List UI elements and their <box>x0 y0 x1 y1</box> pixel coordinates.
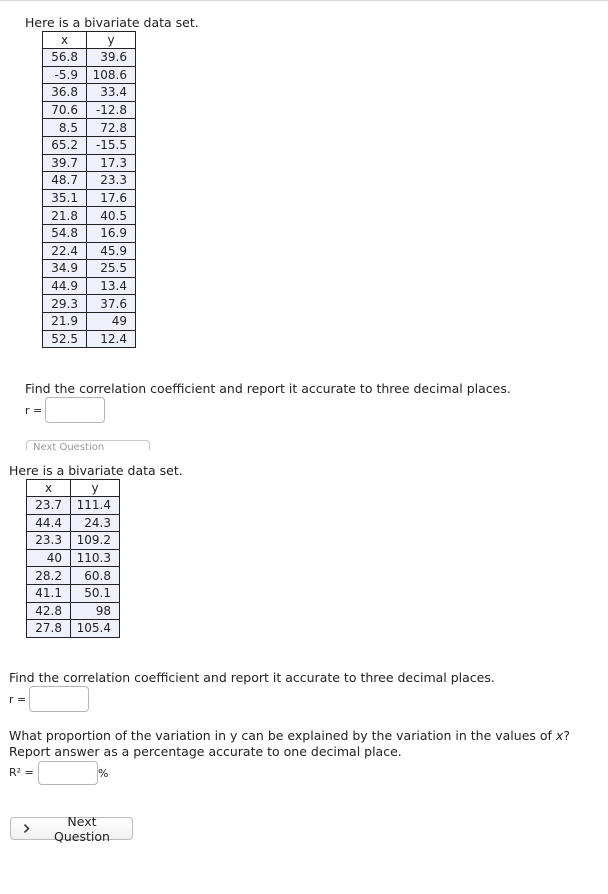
cell-y: 60.8 <box>71 567 120 585</box>
r2-prompt-part-a: What proportion of the variation in y can be explained by the variation in the values of <box>9 728 556 743</box>
table-row <box>43 84 136 102</box>
cell-y: -12.8 <box>87 101 136 119</box>
table-header-row <box>27 480 120 497</box>
table-row <box>43 330 136 348</box>
table-row <box>43 154 136 172</box>
cell-x: 36.8 <box>43 84 87 102</box>
cell-y: 33.4 <box>87 84 136 102</box>
cell-x: 41.1 <box>27 584 71 602</box>
cell-x: 22.4 <box>43 242 87 260</box>
cell-y: 16.9 <box>87 224 136 242</box>
table-row <box>27 532 120 550</box>
problem1-intro: Here is a bivariate data set. <box>25 15 199 30</box>
cell-y: 23.3 <box>87 172 136 190</box>
cell-y: 12.4 <box>87 330 136 348</box>
cell-y: 110.3 <box>71 549 120 567</box>
problem2-intro: Here is a bivariate data set. <box>9 463 183 478</box>
table-row <box>43 312 136 330</box>
table-row <box>43 260 136 278</box>
cell-y: 24.3 <box>71 514 120 532</box>
cell-x: 65.2 <box>43 136 87 154</box>
cell-x: 35.1 <box>43 189 87 207</box>
cell-y: 17.3 <box>87 154 136 172</box>
cell-x: 54.8 <box>43 224 87 242</box>
table-row <box>27 567 120 585</box>
next-question-button[interactable] <box>10 813 133 844</box>
table-row <box>43 242 136 260</box>
problem1-data-table <box>42 31 136 348</box>
cell-y: 17.6 <box>87 189 136 207</box>
cell-x: 28.2 <box>27 567 71 585</box>
table-row <box>43 295 136 313</box>
problem2-r-label: r = <box>9 693 27 706</box>
problem1-next-button-partial <box>26 440 150 450</box>
problem1-r-label: r = <box>25 404 43 417</box>
table-row <box>43 101 136 119</box>
cell-x: 21.8 <box>43 207 87 225</box>
table-row <box>43 277 136 295</box>
table-row <box>43 172 136 190</box>
table-header-row <box>43 32 136 49</box>
cell-y: 72.8 <box>87 119 136 137</box>
cell-y: 98 <box>71 602 120 620</box>
cell-y: -15.5 <box>87 136 136 154</box>
table-row <box>27 620 120 638</box>
column-header-x: x <box>43 32 87 49</box>
r2-prompt-variable-x: x <box>555 728 564 743</box>
top-divider <box>0 0 608 1</box>
cell-x: 39.7 <box>43 154 87 172</box>
cell-x: 44.4 <box>27 514 71 532</box>
problem1-prompt: Find the correlation coefficient and report it accurate to three decimal places. <box>25 381 511 396</box>
r2-prompt-part-b: ? Report answer as a percentage accurate to one decimal place. <box>9 728 570 759</box>
cell-y: 108.6 <box>87 66 136 84</box>
cell-y: 40.5 <box>87 207 136 225</box>
cell-y: 105.4 <box>71 620 120 638</box>
cell-y: 39.6 <box>87 49 136 67</box>
cell-y: 109.2 <box>71 532 120 550</box>
table-row <box>43 119 136 137</box>
cell-x: 21.9 <box>43 312 87 330</box>
problem2-data-table <box>26 479 120 638</box>
cell-x: 44.9 <box>43 277 87 295</box>
chevron-right-icon <box>23 823 30 834</box>
table-row <box>27 497 120 515</box>
table-row <box>43 66 136 84</box>
cell-x: -5.9 <box>43 66 87 84</box>
problem2-prompt: Find the correlation coefficient and report it accurate to three decimal places. <box>9 670 495 685</box>
table-row <box>27 514 120 532</box>
cell-x: 23.7 <box>27 497 71 515</box>
table-row <box>43 224 136 242</box>
cell-x: 52.5 <box>43 330 87 348</box>
cell-x: 70.6 <box>43 101 87 119</box>
cell-x: 34.9 <box>43 260 87 278</box>
cell-y: 49 <box>87 312 136 330</box>
cell-x: 42.8 <box>27 602 71 620</box>
percent-sign: % <box>98 767 109 780</box>
column-header-y: y <box>71 480 120 497</box>
cell-x: 27.8 <box>27 620 71 638</box>
column-header-x: x <box>27 480 71 497</box>
cell-x: 23.3 <box>27 532 71 550</box>
problem2-r2-prompt <box>9 728 594 760</box>
problem2-r2-input[interactable] <box>38 761 98 785</box>
table-row <box>43 49 136 67</box>
cell-y: 45.9 <box>87 242 136 260</box>
problem2-r-input[interactable] <box>29 686 89 712</box>
table-row <box>43 207 136 225</box>
problem2-r2-label: R² = <box>9 766 34 779</box>
next-question-label: Next Question <box>54 813 110 844</box>
cell-y: 37.6 <box>87 295 136 313</box>
cell-y: 111.4 <box>71 497 120 515</box>
cell-x: 8.5 <box>43 119 87 137</box>
table-row <box>43 189 136 207</box>
partial-button-label: Next Question <box>33 442 105 450</box>
table-row <box>27 602 120 620</box>
cell-x: 40 <box>27 549 71 567</box>
cell-x: 56.8 <box>43 49 87 67</box>
table-row <box>43 136 136 154</box>
table-row <box>27 549 120 567</box>
table-row <box>27 584 120 602</box>
cell-x: 48.7 <box>43 172 87 190</box>
cell-x: 29.3 <box>43 295 87 313</box>
problem1-r-input[interactable] <box>45 397 105 423</box>
cell-y: 50.1 <box>71 584 120 602</box>
cell-y: 13.4 <box>87 277 136 295</box>
column-header-y: y <box>87 32 136 49</box>
cell-y: 25.5 <box>87 260 136 278</box>
